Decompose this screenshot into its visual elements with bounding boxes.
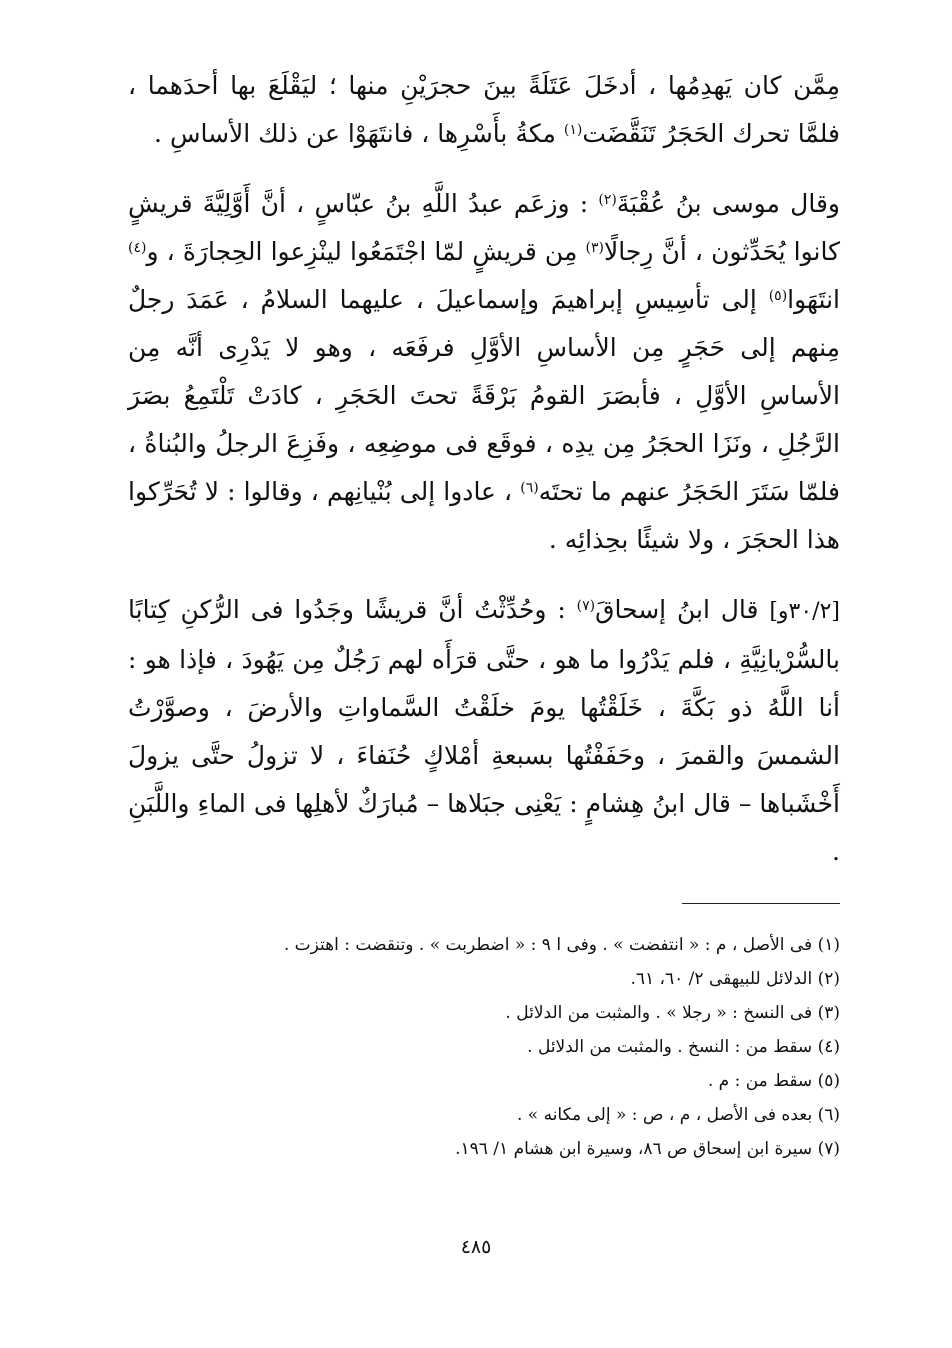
footnote-6: (٦) بعده فى الأصل ، م ، ص : « إلى مكانه » . [516, 1105, 840, 1125]
main-text [128, 62, 840, 898]
footnote-ref-6: (٦) [520, 480, 539, 496]
text-segment: إلى تأسِيسِ إبراهيمَ وإسماعيلَ ، عليهما السلامُ ، عَمَدَ رجلٌ مِنهم إلى حَجَرٍ مِن الأساسِ الأوَّلِ فرفَعَه ، وهو لا يَدْرِى أنَّه مِن الأساسِ الأوَّلِ ، فأبصَرَ القومُ بَرْقَةً تحتَ الحَجَرِ ، كادَتْ تَلْتَمِعُ بصَرَ الرَّجُلِ ، ونَزَا الحجَرُ مِن يدِه ، فوقَع فى موضِعِه ، وفَزِعَ الرجلُ والبُناةُ ، فلمّا سَتَرَ الحَجَرُ عنهم ما تحتَه [128, 285, 840, 506]
text-segment: مِن قريشٍ لمّا اجْتَمَعُوا لينْزِعوا الحِجارَةَ ، و [146, 237, 586, 266]
footnote-ref-2: (٢) [598, 192, 617, 208]
text-segment: مكةُ بأَسْرِها ، فانتَهَوْا عن ذلك الأساسِ . [154, 119, 564, 148]
text-segment: انتَهَوا [787, 285, 840, 314]
paragraph-1 [128, 62, 840, 158]
text-segment: ، عادوا إلى بُنْيانِهم ، وقالوا : لا تُحَرِّكوا هذا الحجَرَ ، ولا شيئًا بحِذائِه . [128, 477, 840, 554]
text-segment: قال ابنُ إسحاقَ [595, 595, 759, 624]
paragraph-2 [128, 180, 840, 564]
footnote-4: (٤) سقط من : النسخ . والمثبت من الدلائل . [527, 1037, 840, 1057]
text-segment: : وزعَم عبدُ اللَّهِ بنُ عبّاسٍ ، أنَّ أَوَّلِيَّةَ قريشٍ كانوا يُحَدِّثون ، أنَّ رِجالًا [128, 189, 840, 266]
text-segment: وقال موسى بنُ عُقْبَةَ [616, 189, 840, 218]
footnote-1: (١) فى الأصل ، م : « انتفضت » . وفى ا ٩ : « اضطربت » . وتنقضت : اهتزت . [283, 935, 840, 955]
footnote-ref-7: (٧) [576, 598, 596, 614]
footnote-divider [682, 903, 840, 904]
footnote-7: (٧) سيرة ابن إسحاق ص ٨٦، وسيرة ابن هشام ١/ ١٩٦. [455, 1139, 840, 1159]
page-number: ٤٨٥ [460, 1236, 492, 1258]
footnote-ref-5: (٥) [768, 288, 788, 304]
text-segment: مِمَّن كان يَهدِمُها ، أدخَلَ عَتَلَةً بينَ حجرَيْنِ منها ؛ ليَقْلَعَ بها أحدَهما ، فلمَّا تحرك الحَجَرُ تَنَقَّضَت [128, 71, 840, 148]
footnotes [200, 928, 840, 1166]
marginal-reference: [٣٠/٢و] [769, 599, 840, 624]
footnote-3: (٣) فى النسخ : « رجلا » . والمثبت من الدلائل . [505, 1003, 840, 1023]
text-segment: : وحُدِّثْتُ أنَّ قريشًا وجَدُوا فى الرُّكنِ كِتابًا بالسُّرْيانِيَّةِ ، فلم يَدْرُوا ما هو ، حتَّى قرَأَه لهم رَجُلٌ مِن يَهُودَ ، فإذا هو : أنا اللَّهُ ذو بَكَّةَ ، خَلَقْتُها يومَ خلَقْتُ السَّماواتِ والأرضَ ، وصوَّرْتُ الشمسَ والقمرَ ، وحَفَفْتُها بسبعةِ أمْلاكٍ حُنَفاءَ ، لا تزولُ حتَّى يزولَ أَخْشَباها – قال ابنُ هِشامٍ : يَعْنِى جبَلاها – مُبارَكٌ لأهلِها فى الماءِ واللَّبَنِ . [128, 595, 840, 866]
footnote-ref-1: (١) [563, 122, 583, 138]
footnote-ref-3: (٣) [585, 240, 604, 256]
paragraph-3 [128, 586, 840, 876]
footnote-ref-4: (٤) [128, 240, 147, 256]
footnote-2: (٢) الدلائل للبيهقى ٢/ ٦٠، ٦١. [630, 969, 840, 989]
footnote-5: (٥) سقط من : م . [707, 1071, 840, 1091]
